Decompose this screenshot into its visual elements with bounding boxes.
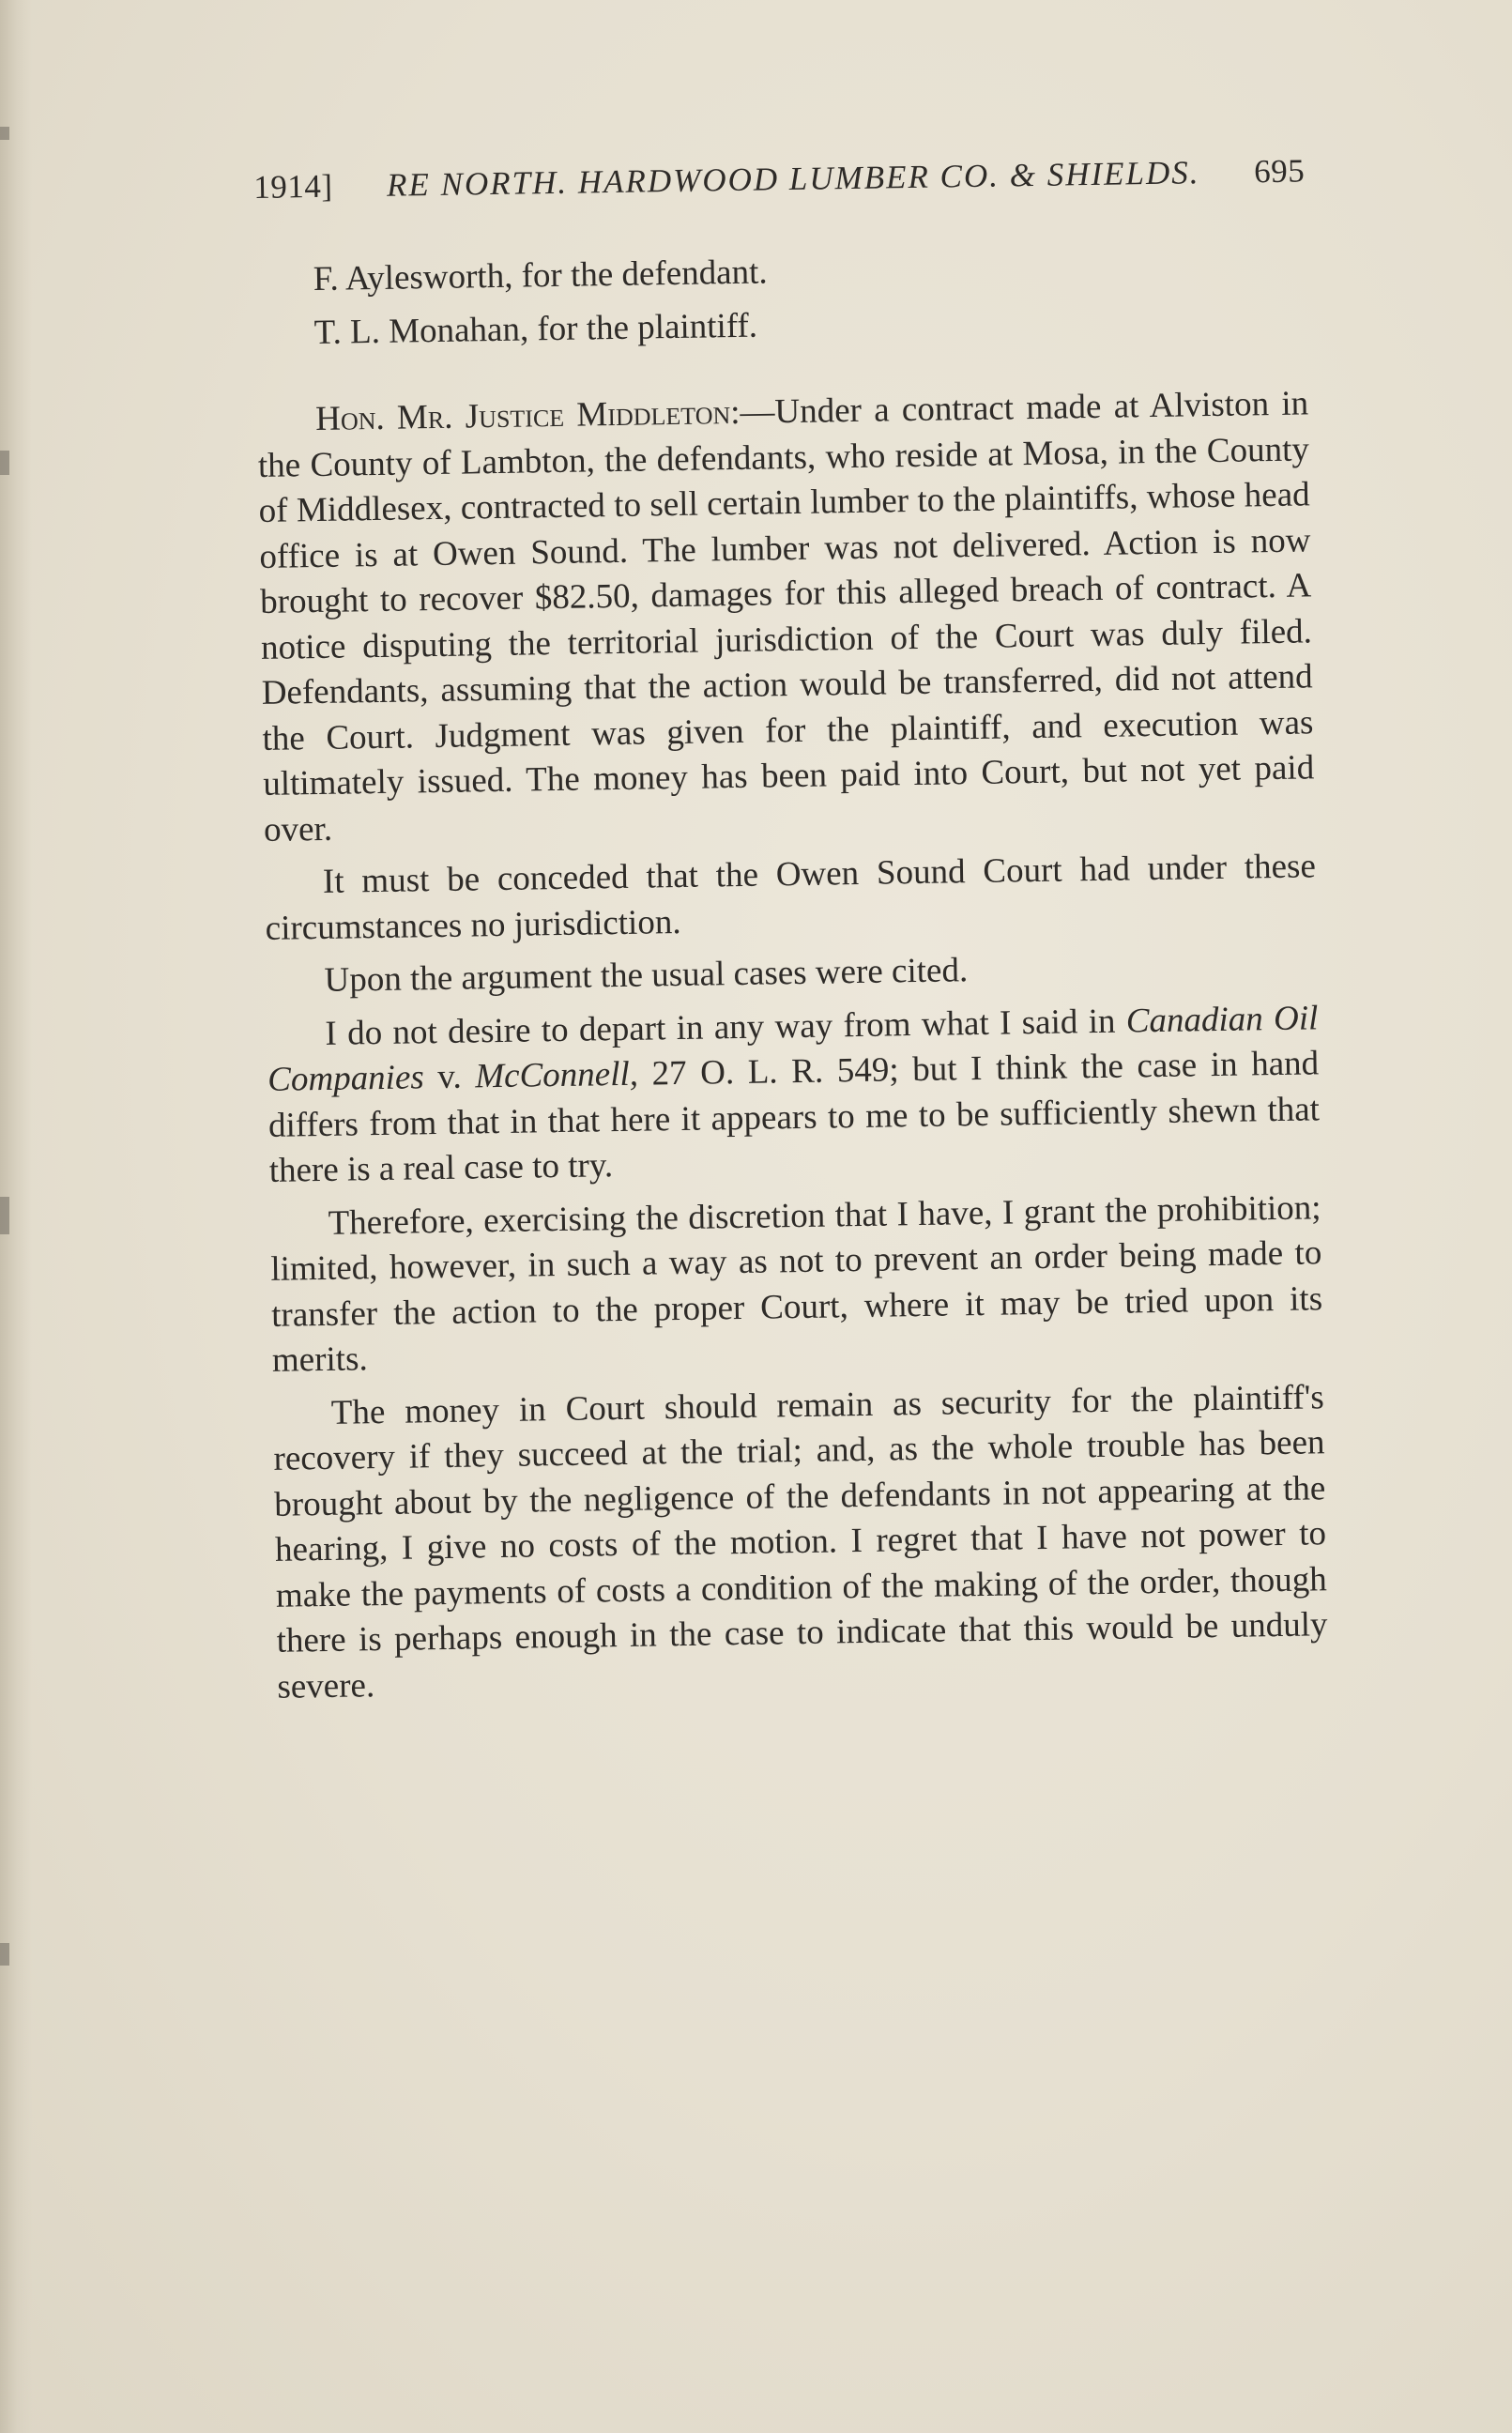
judgment-opening: :—Under a contract made at Alviston in the County of Lambton, the defendants, who reside at Mosa, in the County of Middlesex, contracted to sell certain lumber to the plaintiffs, whose head office is at Owen Sound. The lumber was not delivered. Action is now brought to recover $82.50, damages for this alleged breach of contract. A notice disputing the territorial jurisdiction of the Court was duly filed. Defendants, assuming that the action would be transferred, did not attend the Court. Judgment was given for the plaintiff, and execution was ultimately issued. The money has been paid into Court, but not yet paid over. [257,384,1315,849]
case-name: Canadian Oil Companies [267,998,1319,1099]
edge-mark [0,1197,9,1234]
counsel-defendant: F. Aylesworth, for the defendant. [313,252,768,299]
judgment-text [257,381,1329,1709]
paragraph-text: I do not desire to depart in any way from what I said in [325,1002,1127,1053]
judgment-paragraph: It must be conceded that the Owen Sound Court had under these circumstances no jurisdiction. [265,847,1317,948]
running-head-title: RE NORTH. HARDWOOD LUMBER CO. & SHIELDS. [386,154,1200,204]
edge-mark [0,1943,9,1966]
counsel-plaintiff: T. L. Monahan, for the plaintiff. [313,306,758,353]
paragraph-text: 27 O. L. R. 549; but I think the case in hand differs from that in that here it appears to me to be sufficiently shewn that there is a real case to try. [267,1044,1321,1190]
running-head [253,152,1306,225]
page-number: 695 [1253,152,1306,191]
judgment-paragraph [267,996,1321,1195]
judgment-paragraph: Therefore, exercising the discretion that I have, I grant the prohibition; limited, however, in such a way as not to prevent an order being made to transfer the action to the proper Court, where it may be tried upon its merits. [270,1187,1323,1380]
running-head-year: 1914] [253,167,333,206]
edge-mark [0,127,9,140]
page-content [253,152,1329,1717]
counsel-list [254,237,1307,360]
edge-mark [0,451,9,475]
case-party: McConnell, [474,1054,639,1096]
judge-name: Hon. Mr. Justice Middleton [314,393,731,438]
judgment-paragraph: The money in Court should remain as security for the plaintiff's recovery if they succeed at the trial; and, as the whole trouble has been brought about by the negligence of the defendants in not appearing at the hearing, I give no costs of the motion. I regret that I have not power to make the payments of costs a condition of the making of the order, though there is perhaps enough in the case to indicate that this would be unduly severe. [273,1377,1328,1706]
versus: v. [423,1057,476,1097]
judgment-paragraph [257,381,1315,853]
judgment-paragraph: Upon the argument the usual cases were cited. [324,951,969,1000]
